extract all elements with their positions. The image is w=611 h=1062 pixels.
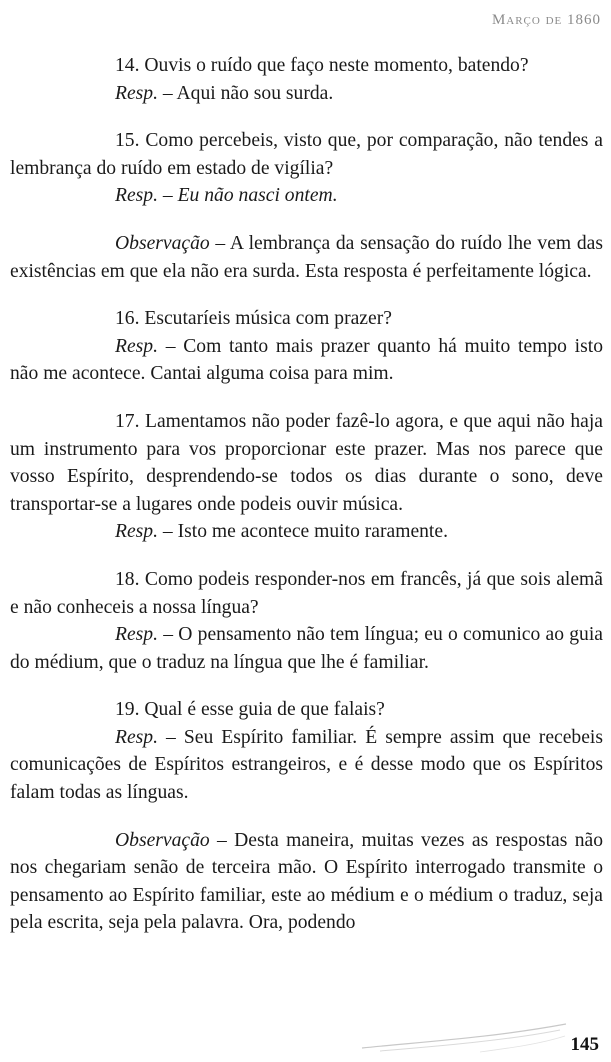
resp-text: – Isto me acontece muito raramente. bbox=[158, 521, 448, 543]
question-text: 17. Lamentamos não poder fazê-lo agora, e que aqui não haja um instrumento para vos proporcionar este prazer. Mas nos parece que vosso Espírito, desprendendo-se todos os dias durante o sono, deve transportar-se a lugares onde podeis ouvir música. bbox=[10, 410, 603, 515]
running-head: Março de 1860 bbox=[491, 12, 601, 28]
qa-block-18 bbox=[10, 566, 603, 676]
resp-text: – Seu Espírito familiar. É sempre assim que recebeis comunicações de Espíritos estrangeiros, e é desse modo que os Espíritos falam todas as línguas. bbox=[10, 726, 603, 804]
qa-block-14 bbox=[10, 52, 603, 107]
resp-label: Resp. bbox=[115, 335, 158, 357]
resp-text: – Eu não nasci ontem. bbox=[158, 185, 338, 207]
resp-label: Resp. bbox=[115, 185, 158, 207]
response-line bbox=[10, 518, 603, 546]
obs-label: Observação bbox=[115, 829, 210, 851]
question-text: 18. Como podeis responder-nos em francês, já que sois alemã e não conheceis a nossa língua? bbox=[10, 568, 603, 618]
response-line bbox=[10, 621, 603, 676]
qa-block-15 bbox=[10, 127, 603, 210]
resp-label: Resp. bbox=[115, 521, 158, 543]
observation-text bbox=[10, 827, 603, 937]
resp-label: Resp. bbox=[115, 726, 158, 748]
response-line bbox=[10, 80, 603, 108]
resp-text: – Com tanto mais prazer quanto há muito tempo isto não me acontece. Cantai alguma coisa para mim. bbox=[10, 335, 603, 385]
resp-text: – Aqui não sou surda. bbox=[158, 82, 334, 104]
resp-label: Resp. bbox=[115, 82, 158, 104]
question-text: 19. Qual é esse guia de que falais? bbox=[115, 699, 385, 721]
response-line bbox=[10, 182, 603, 210]
question-text: 15. Como percebeis, visto que, por comparação, não tendes a lembrança do ruído em estado de vigília? bbox=[10, 130, 603, 179]
resp-label: Resp. bbox=[115, 624, 158, 646]
footer-flourish-icon bbox=[360, 1018, 570, 1054]
qa-block-17 bbox=[10, 408, 603, 546]
question-text: 14. Ouvis o ruído que faço neste momento, batendo? bbox=[115, 55, 529, 76]
obs-label: Observação bbox=[115, 232, 210, 254]
qa-block-16 bbox=[10, 305, 603, 388]
resp-text: – O pensamento não tem língua; eu o comunico ao guia do médium, que o traduz na língua que lhe é familiar. bbox=[10, 624, 603, 673]
observation-block-2 bbox=[10, 827, 603, 937]
qa-block-19 bbox=[10, 696, 603, 806]
page-number: 145 bbox=[570, 1034, 599, 1055]
obs-text: – A lembrança da sensação do ruído lhe vem das existências em que ela não era surda. Esta resposta é perfeitamente lógica. bbox=[10, 232, 603, 282]
obs-text: – Desta maneira, muitas vezes as respostas não nos chegariam senão de terceira mão. O Espírito interrogado transmite o pensamento ao Espírito familiar, este ao médium e o médium o traduz, seja pela escrita, seja pela palavra. Ora, podendo bbox=[10, 829, 603, 934]
response-line bbox=[10, 724, 603, 807]
response-line bbox=[10, 333, 603, 388]
observation-text bbox=[10, 230, 603, 285]
question-text: 16. Escutaríeis música com prazer? bbox=[115, 308, 392, 330]
page-body bbox=[10, 52, 603, 957]
observation-block-1 bbox=[10, 230, 603, 285]
